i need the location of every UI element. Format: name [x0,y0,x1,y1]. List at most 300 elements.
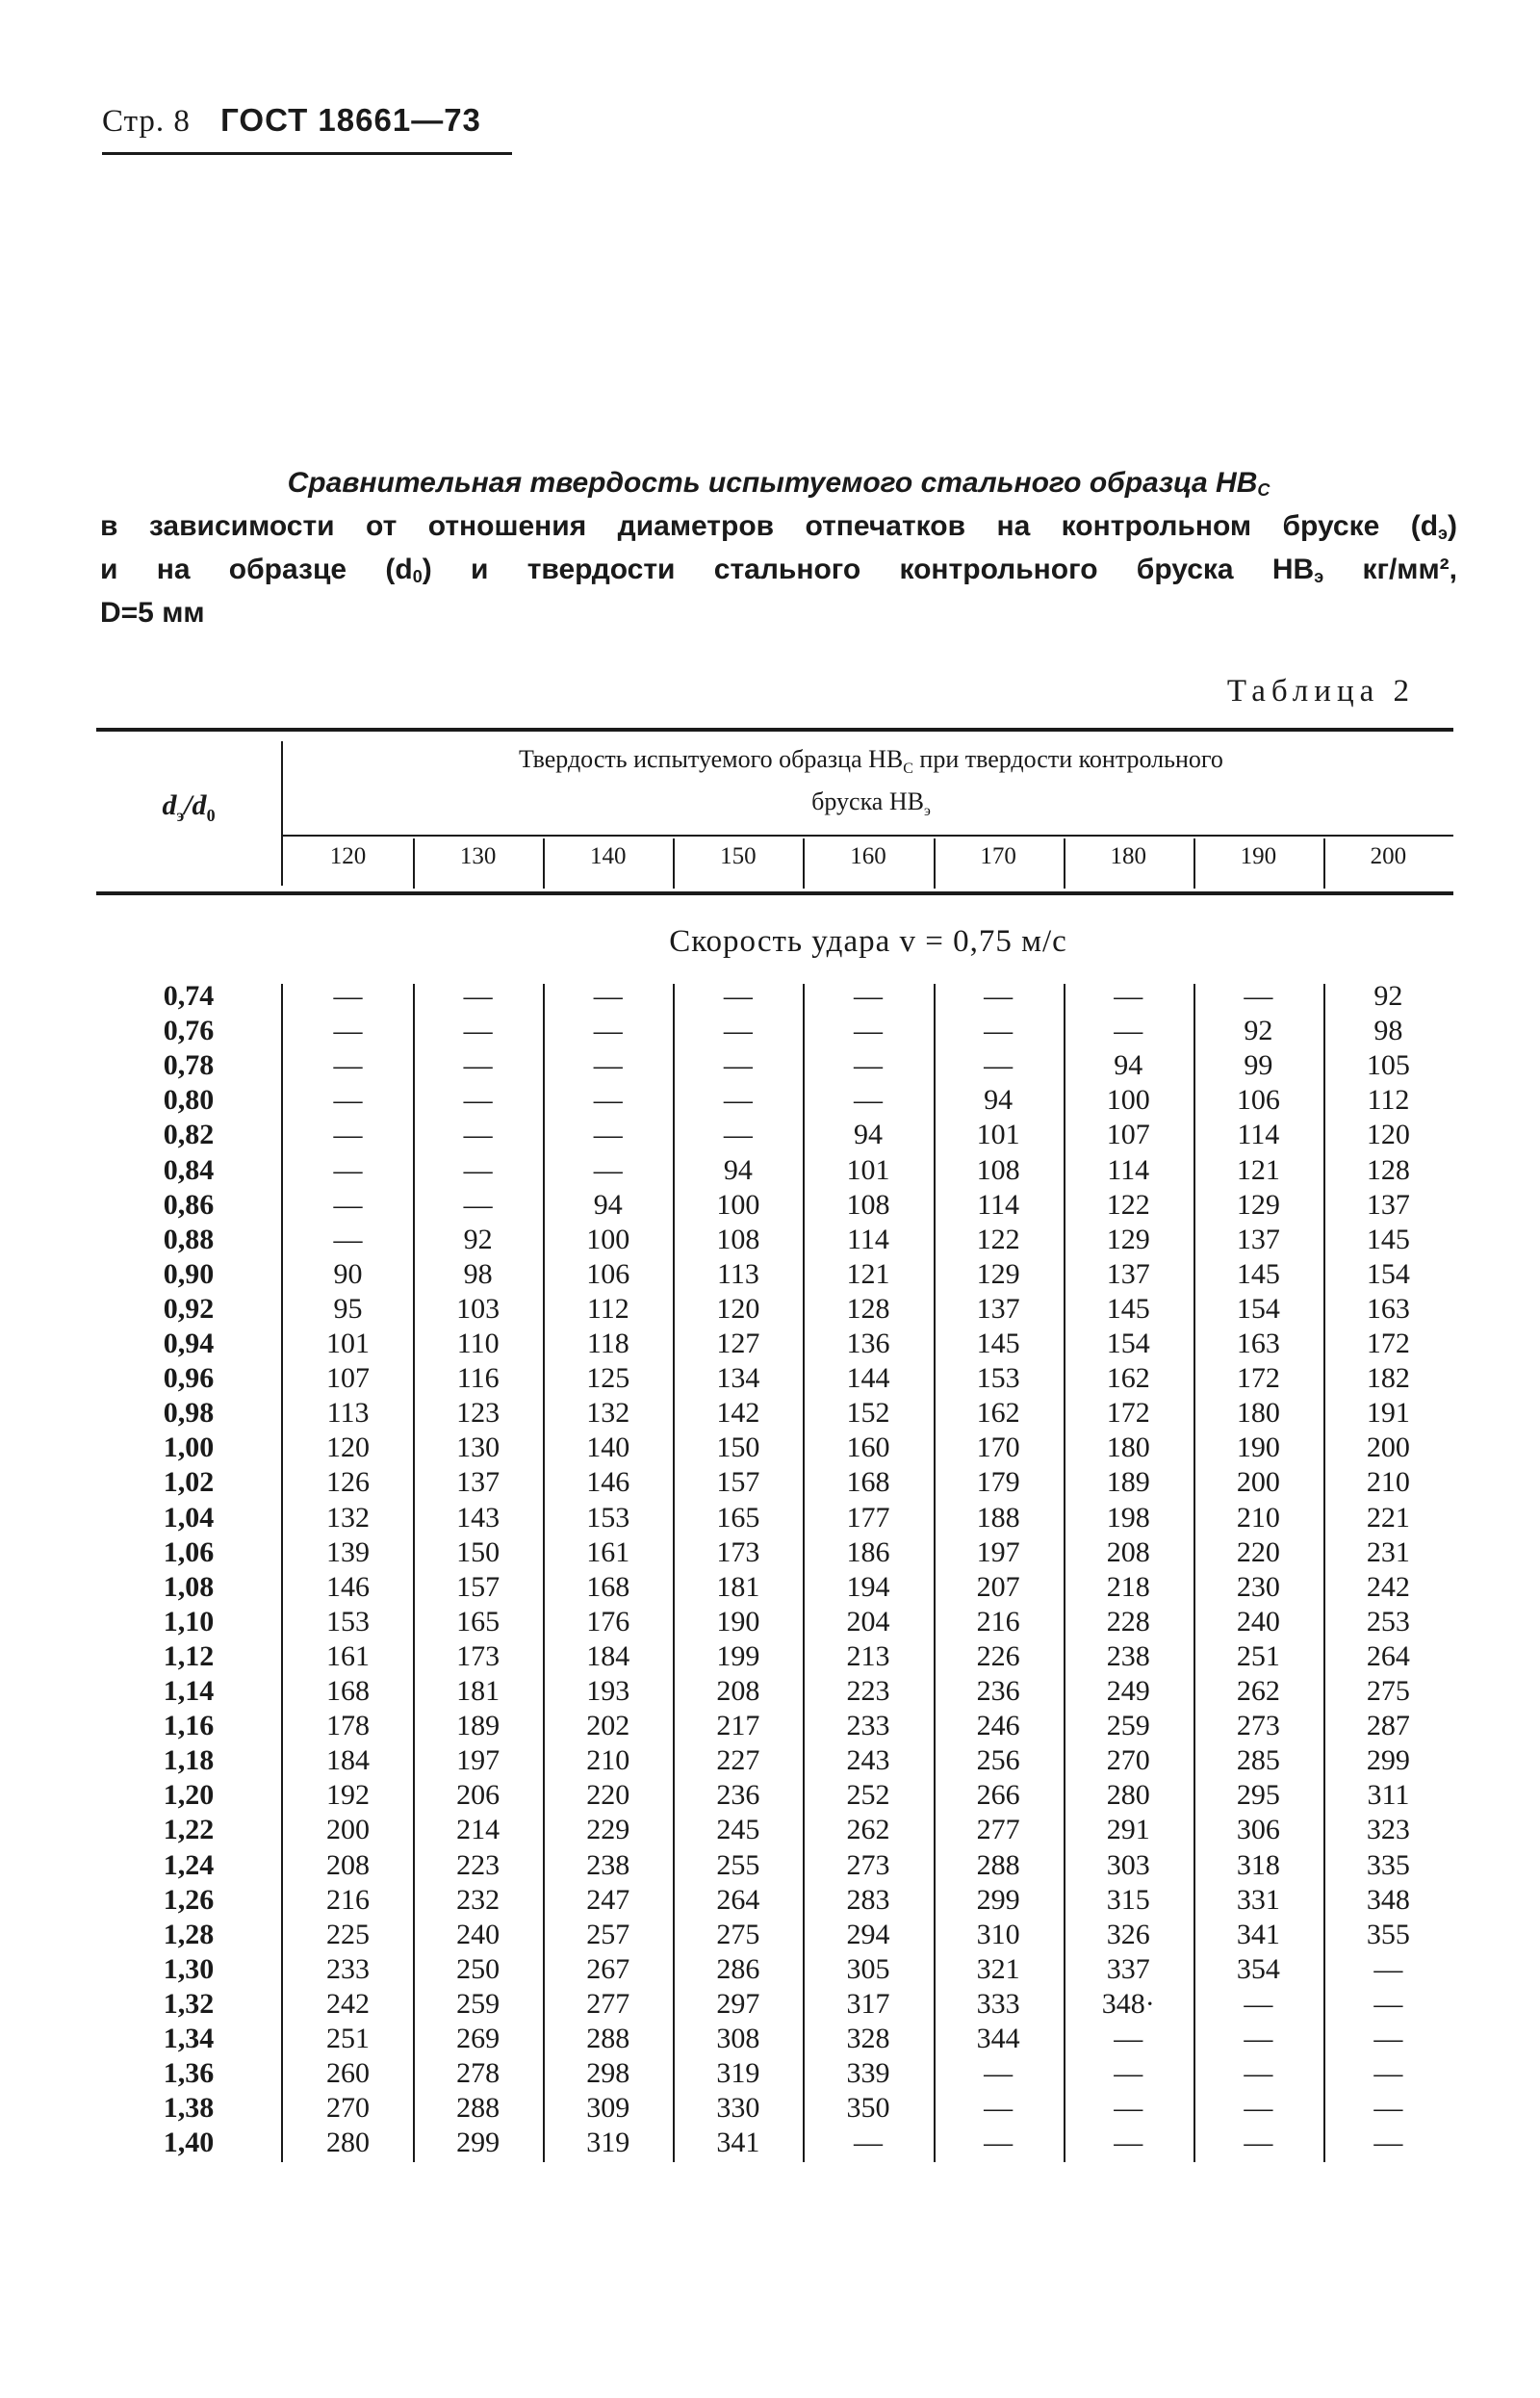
hardness-cell: 114 [1107,1153,1150,1186]
hardness-cell: — [723,1119,753,1151]
hardness-cell: 208 [326,1848,371,1881]
hardness-cell: 101 [976,1119,1020,1151]
hardness-cell: 240 [456,1918,500,1950]
hardness-cell: 220 [1236,1535,1280,1568]
hardness-cell: — [853,980,883,1012]
ratio-cell: 1,28 [163,1918,215,1950]
hardness-cell: — [1373,2127,1403,2159]
column-separator-header [413,838,415,889]
hardness-cell: 106 [586,1257,630,1290]
hardness-cell: 120 [326,1431,371,1464]
hardness-cell: 101 [326,1328,371,1359]
hardness-cell: 191 [1366,1397,1410,1430]
hardness-cell: — [853,1049,883,1082]
hardness-cell: 173 [716,1535,760,1568]
hardness-cell: — [463,1188,493,1221]
hardness-cell: 232 [456,1883,500,1916]
hardness-cell: — [1373,1987,1403,2020]
hardness-cell: 161 [586,1535,630,1568]
hardness-cell: 100 [586,1223,630,1255]
hardness-cell: 256 [976,1744,1020,1777]
hardness-cell: 170 [976,1431,1020,1464]
ratio-cell: 0,90 [163,1257,215,1290]
hardness-cell: 116 [456,1362,500,1395]
hardness-cell: 278 [456,2057,500,2090]
column-separator-header [543,838,545,889]
hardness-cell: — [463,1084,493,1117]
hardness-cell: 94 [1114,1049,1143,1082]
hardness-cell: — [1373,1952,1403,1985]
hardness-cell: 213 [846,1639,890,1672]
hardness-cell: 330 [716,2092,760,2125]
hardness-cell: 355 [1366,1918,1410,1950]
hardness-cell: 160 [846,1431,890,1464]
impact-speed-subtitle: Скорость удара v = 0,75 м/с [669,924,1067,959]
ratio-cell: 0,84 [163,1153,215,1186]
column-separator-header [803,838,805,889]
ratio-cell: 0,94 [163,1328,215,1359]
ratio-cell: 0,74 [163,980,215,1012]
hardness-cell: 319 [716,2057,760,2090]
hardness-cell: 294 [846,1918,890,1950]
table-number-label: Таблица 2 [1226,674,1415,709]
hardness-cell: 153 [326,1605,371,1637]
hardness-cell: — [463,1049,493,1082]
hardness-cell: 112 [586,1292,629,1325]
hardness-cell: 259 [456,1987,500,2020]
hardness-cell: 242 [326,1987,371,2020]
hardness-cell: 100 [716,1188,760,1221]
hardness-cell: — [1244,980,1273,1012]
hardness-cell: 280 [1106,1779,1150,1812]
ratio-cell: 1,26 [163,1883,215,1916]
hardness-cell: 92 [463,1223,493,1255]
hardness-cell: 240 [1236,1605,1280,1637]
ratio-cell: 0,92 [163,1292,215,1325]
caption-line-2: в зависимости от отношения диаметров отпечатков на контрольном бруске $(d_э)$ [100,510,1457,543]
hardness-cell: 306 [1236,1814,1280,1846]
hardness-cell: 140 [586,1431,630,1464]
hardness-cell: 220 [586,1779,630,1812]
hardness-cell: 216 [976,1605,1020,1637]
hardness-cell: 122 [1106,1188,1150,1221]
hardness-cell: 277 [976,1814,1020,1846]
hardness-cell: — [333,980,363,1012]
hardness-cell: 208 [1106,1535,1150,1568]
ratio-cell: 1,02 [163,1466,215,1499]
ratio-cell: 1,16 [163,1710,215,1742]
hardness-cell: — [723,1084,753,1117]
hardness-cell: — [1244,2023,1273,2054]
hardness-cell: 288 [586,2023,630,2054]
hardness-cell: 192 [326,1779,371,1812]
hardness-cell: 165 [716,1501,760,1534]
hardness-cell: 323 [1366,1814,1410,1846]
hardness-cell: 318 [1236,1848,1280,1881]
hardness-cell: 154 [1236,1292,1280,1325]
ratio-column-header: $d_э/d_0$ [162,789,216,825]
table-header-rule [96,891,1453,895]
hardness-cell: 180 [1236,1397,1280,1430]
hardness-cell: 128 [846,1292,890,1325]
hardness-cell: 137 [1106,1257,1150,1290]
hardness-cell: 184 [326,1744,371,1777]
hardness-cell: — [333,1049,363,1082]
group-header-line-1: Твердость испытуемого образца $HB_С$ при твердости контрольного [519,745,1223,778]
hardness-cell: 145 [1366,1223,1410,1255]
hardness-cell: 269 [456,2023,500,2054]
caption-line-3: и на образце $(d_0)$ и твердости стального контрольного бруска $HB_э$ кг/мм², [100,554,1458,586]
hardness-cell: 333 [976,1987,1020,2020]
hardness-cell: 173 [456,1639,500,1672]
hardness-cell: 134 [716,1362,760,1395]
hardness-cell: 266 [976,1779,1020,1812]
hardness-cell: 194 [846,1570,890,1603]
hardness-cell: 251 [1236,1639,1280,1672]
ratio-cell: 1,30 [163,1952,215,1985]
hardness-cell: 299 [1366,1744,1410,1777]
hardness-cell: 107 [326,1362,371,1395]
hardness-cell: 172 [1106,1397,1150,1430]
hardness-cell: — [593,1049,623,1082]
hardness-cell: 120 [716,1292,760,1325]
hardness-cell: 143 [456,1501,500,1534]
hardness-cell: 344 [976,2023,1020,2054]
hardness-cell: 200 [1366,1431,1410,1464]
hardness-cell: 197 [976,1535,1020,1568]
hardness-cell: 136 [846,1328,890,1359]
hardness-cell: 206 [456,1779,500,1812]
hardness-cell: 259 [1106,1710,1150,1742]
hardness-cell: 321 [976,1952,1020,1985]
hardness-cell: 129 [976,1257,1020,1290]
hardness-cell: — [333,1015,363,1047]
hardness-cell: — [1114,980,1143,1012]
hardness-cell: — [463,1015,493,1047]
hardness-cell: 309 [586,2092,630,2125]
hardness-cell: 277 [586,1987,630,2020]
hardness-cell: 328 [846,2023,890,2054]
hardness-cell: 286 [716,1952,760,1985]
hardness-cell: 188 [976,1501,1020,1534]
ratio-cell: 1,08 [163,1570,215,1603]
hardness-cell: 121 [846,1257,890,1290]
hardness-cell: — [984,2092,1014,2125]
hardness-cell: 186 [846,1535,890,1568]
hardness-cell: 275 [716,1918,760,1950]
column-separator-header [1323,838,1325,889]
hardness-cell: 218 [1106,1570,1150,1603]
hardness-cell: 341 [1236,1918,1280,1950]
hardness-cell: 197 [456,1744,500,1777]
column-header-180: 180 [1110,843,1146,869]
hardness-cell: 128 [1366,1153,1410,1186]
column-header-140: 140 [590,843,627,869]
ratio-cell: 1,36 [163,2057,215,2090]
hardness-cell: 153 [586,1501,630,1534]
hardness-cell: 127 [716,1328,760,1359]
hardness-cell: 190 [1236,1431,1280,1464]
hardness-cell: 202 [586,1710,630,1742]
hardness-cell: — [853,1084,883,1117]
group-header-rule [283,835,1453,837]
hardness-cell: 341 [716,2127,760,2159]
hardness-cell: 92 [1373,980,1403,1012]
ratio-cell: 1,34 [163,2023,215,2054]
ratio-cell: 1,14 [163,1675,215,1707]
hardness-cell: 176 [586,1605,630,1637]
hardness-cell: — [593,1015,623,1047]
ratio-cell: 0,98 [163,1397,215,1430]
hardness-cell: 172 [1366,1328,1410,1359]
hardness-cell: 250 [456,1952,500,1985]
hardness-cell: 297 [716,1987,760,2020]
hardness-cell: 162 [976,1397,1020,1430]
hardness-cell: — [463,1119,493,1151]
hardness-cell: 137 [456,1466,500,1499]
hardness-cell: 129 [1236,1188,1280,1221]
hardness-cell: 181 [716,1570,760,1603]
hardness-cell: 200 [326,1814,371,1846]
hardness-cell: 144 [846,1362,890,1395]
hardness-cell: — [333,1153,363,1186]
table-top-rule [96,728,1453,732]
hardness-cell: 208 [716,1675,760,1707]
hardness-cell: 198 [1106,1501,1150,1534]
ratio-cell: 1,38 [163,2092,215,2125]
hardness-cell: — [333,1119,363,1151]
hardness-cell: 130 [456,1431,500,1464]
hardness-cell: 214 [456,1814,500,1846]
hardness-cell: 182 [1366,1362,1410,1395]
hardness-cell: 98 [463,1257,493,1290]
hardness-cell: 132 [326,1501,371,1534]
ratio-cell: 1,18 [163,1744,215,1777]
hardness-cell: 142 [716,1397,760,1430]
ratio-cell: 1,22 [163,1814,215,1846]
hardness-cell: 337 [1106,1952,1150,1985]
hardness-cell: 157 [716,1466,760,1499]
hardness-cell: 137 [1236,1223,1280,1255]
hardness-cell: — [1244,2057,1273,2090]
hardness-cell: 288 [456,2092,500,2125]
hardness-cell: 319 [586,2127,630,2159]
hardness-cell: 280 [326,2127,371,2159]
hardness-cell: — [463,980,493,1012]
hardness-cell: 270 [326,2092,371,2125]
hardness-cell: 152 [846,1397,890,1430]
hardness-cell: 210 [1366,1466,1410,1499]
hardness-cell: — [723,980,753,1012]
hardness-cell: 264 [1366,1639,1410,1672]
hardness-cell: — [853,2127,883,2159]
ratio-cell: 1,24 [163,1848,215,1881]
hardness-cell: 262 [1236,1675,1280,1707]
hardness-cell: 223 [846,1675,890,1707]
hardness-cell: — [333,1188,363,1221]
ratio-cell: 1,12 [163,1639,215,1672]
hardness-cell: 295 [1236,1779,1280,1812]
hardness-cell: 157 [456,1570,500,1603]
hardness-cell: 145 [1106,1292,1150,1325]
ratio-cell: 1,06 [163,1535,215,1568]
caption-line-1: Сравнительная твердость испытуемого стального образца $HB_С$ [287,467,1270,500]
hardness-cell: 177 [846,1501,890,1534]
column-header-160: 160 [850,843,886,869]
caption-line-4: D=5 мм [100,597,205,629]
hardness-cell: 95 [333,1292,363,1325]
hardness-cell: 247 [586,1883,630,1916]
hardness-cell: 204 [846,1605,890,1637]
hardness-cell: 231 [1366,1535,1410,1568]
hardness-cell: 210 [1236,1501,1280,1534]
hardness-cell: 114 [977,1188,1020,1221]
column-separator-header [673,838,675,889]
group-header-line-2: бруска $HB_э$ [811,787,931,820]
hardness-cell: 179 [976,1466,1020,1499]
hardness-cell: 172 [1236,1362,1280,1395]
hardness-cell: 122 [976,1223,1020,1255]
hardness-cell: 184 [586,1639,630,1672]
hardness-cell: 163 [1236,1328,1280,1359]
ratio-cell: 0,88 [163,1223,215,1255]
hardness-cell: 150 [456,1535,500,1568]
hardness-cell: 153 [976,1362,1020,1395]
hardness-cell: 221 [1366,1501,1410,1534]
hardness-cell: 287 [1366,1710,1410,1742]
hardness-cell: 145 [976,1328,1020,1359]
hardness-cell: 110 [456,1328,500,1359]
hardness-cell: 123 [456,1397,500,1430]
hardness-cell: 199 [716,1639,760,1672]
hardness-cell: 285 [1236,1744,1280,1777]
hardness-cell: 118 [586,1328,629,1359]
hardness-cell: 112 [1367,1084,1410,1117]
hardness-cell: 238 [1106,1639,1150,1672]
ratio-cell: 1,00 [163,1431,215,1464]
hardness-cell: 121 [1236,1153,1280,1186]
hardness-cell: 189 [1106,1466,1150,1499]
ratio-cell: 0,76 [163,1015,215,1047]
hardness-cell: 310 [976,1918,1020,1950]
page-number: Стр. 8 [102,104,191,139]
hardness-cell: 273 [846,1848,890,1881]
ratio-cell: 1,32 [163,1987,215,2020]
hardness-cell: 298 [586,2057,630,2090]
hardness-cell: 273 [1236,1710,1280,1742]
hardness-cell: 243 [846,1744,890,1777]
hardness-cell: — [593,1119,623,1151]
hardness-cell: 94 [984,1084,1014,1117]
hardness-cell: — [1373,2057,1403,2090]
hardness-cell: — [853,1015,883,1047]
hardness-cell: 154 [1106,1328,1150,1359]
hardness-cell: — [1114,2092,1143,2125]
hardness-cell: 249 [1106,1675,1150,1707]
hardness-cell: 348· [1101,1987,1155,2020]
hardness-cell: 260 [326,2057,371,2090]
hardness-cell: 94 [593,1188,623,1221]
hardness-cell: 137 [976,1292,1020,1325]
hardness-cell: 223 [456,1848,500,1881]
hardness-cell: 92 [1244,1015,1273,1047]
hardness-cell: — [984,2057,1014,2090]
hardness-cell: 181 [456,1675,500,1707]
hardness-cell: 178 [326,1710,371,1742]
hardness-cell: — [984,2127,1014,2159]
ratio-cell: 0,80 [163,1084,215,1117]
hardness-cell: 193 [586,1675,630,1707]
hardness-cell: 210 [586,1744,630,1777]
hardness-cell: 354 [1236,1952,1280,1985]
hardness-cell: 106 [1236,1084,1280,1117]
hardness-cell: 350 [846,2092,890,2125]
ratio-cell: 0,96 [163,1362,215,1395]
hardness-cell: 264 [716,1883,760,1916]
hardness-cell: 120 [1366,1119,1410,1151]
hardness-cell: — [1244,1987,1273,2020]
hardness-cell: 168 [586,1570,630,1603]
page-header [102,102,481,140]
ratio-cell: 1,10 [163,1605,215,1637]
hardness-cell: 129 [1106,1223,1150,1255]
hardness-cell: — [1244,2127,1273,2159]
hardness-cell: 189 [456,1710,500,1742]
hardness-cell: 137 [1366,1188,1410,1221]
ratio-cell: 1,04 [163,1501,215,1534]
hardness-cell: 262 [846,1814,890,1846]
hardness-cell: — [593,1084,623,1117]
hardness-cell: — [723,1015,753,1047]
hardness-cell: 98 [1373,1015,1403,1047]
hardness-cell: 126 [326,1466,371,1499]
hardness-cell: 94 [723,1153,753,1186]
hardness-cell: 145 [1236,1257,1280,1290]
hardness-cell: — [333,1084,363,1117]
column-header-170: 170 [980,843,1016,869]
hardness-cell: 326 [1106,1918,1150,1950]
hardness-cell: — [1373,2023,1403,2054]
hardness-cell: 103 [456,1292,500,1325]
hardness-cell: — [1114,2057,1143,2090]
ratio-cell: 0,78 [163,1049,215,1082]
hardness-cell: 101 [846,1153,890,1186]
hardness-cell: — [1114,2127,1143,2159]
hardness-cell: 94 [853,1119,883,1151]
hardness-cell: 226 [976,1639,1020,1672]
hardness-cell: 163 [1366,1292,1410,1325]
hardness-cell: 236 [976,1675,1020,1707]
hardness-cell: 339 [846,2057,890,2090]
hardness-cell: — [593,980,623,1012]
hardness-cell: 252 [846,1779,890,1812]
hardness-cell: — [1373,2092,1403,2125]
hardness-cell: 257 [586,1918,630,1950]
hardness-cell: — [1114,2023,1143,2054]
hardness-cell: — [984,1015,1014,1047]
column-header-150: 150 [720,843,757,869]
standard-number: ГОСТ 18661—73 [220,102,481,138]
hardness-cell: 291 [1106,1814,1150,1846]
hardness-cell: 251 [326,2023,371,2054]
hardness-cell: — [984,980,1014,1012]
hardness-cell: — [333,1223,363,1255]
hardness-cell: 233 [326,1952,371,1985]
hardness-cell: — [984,1049,1014,1082]
hardness-cell: 139 [326,1535,371,1568]
hardness-cell: 90 [333,1257,363,1290]
hardness-cell: 162 [1106,1362,1150,1395]
